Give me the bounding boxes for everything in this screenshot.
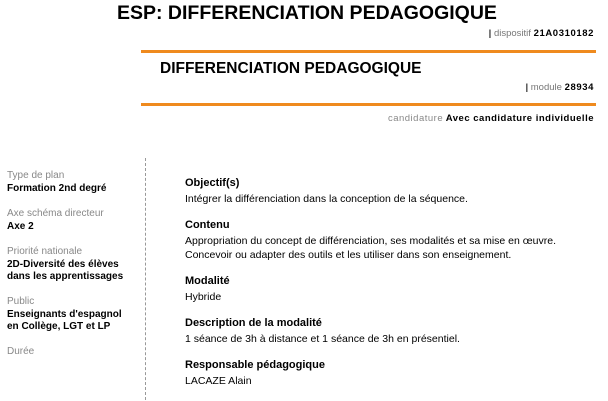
sidebar-item-type-de-plan <box>7 170 127 195</box>
candidature-line <box>388 113 594 124</box>
accent-divider <box>141 50 596 53</box>
sidebar-item-duree <box>7 346 127 358</box>
section-text: LACAZE Alain <box>185 375 252 387</box>
section-contenu <box>185 219 600 262</box>
sidebar <box>7 170 127 371</box>
accent-divider <box>141 103 596 106</box>
dispositif-code-label: dispositif <box>493 28 531 39</box>
module-code-line <box>525 82 594 93</box>
section-title: Description de la modalité <box>185 317 322 329</box>
section-title: Objectif(s) <box>185 177 240 189</box>
sidebar-item-value: Formation 2nd degré <box>7 183 107 194</box>
dispositif-code: 21A0310182 <box>533 28 594 39</box>
section-text: Intégrer la différenciation dans la conception de la séquence. <box>185 193 468 205</box>
section-title: Contenu <box>185 219 230 231</box>
section-description-modalite <box>185 317 600 346</box>
sidebar-item-label: Type de plan <box>7 170 65 181</box>
main-content <box>185 177 600 401</box>
section-modalite <box>185 275 600 304</box>
section-text: Hybride <box>185 291 222 303</box>
sidebar-item-axe <box>7 208 127 233</box>
dispositif-title: ESP: DIFFERENCIATION PEDAGOGIQUE <box>117 2 497 24</box>
column-divider <box>145 158 146 400</box>
section-objectifs <box>185 177 600 206</box>
candidature-label: candidature <box>387 113 444 124</box>
sidebar-item-label: Axe schéma directeur <box>7 208 104 219</box>
section-title: Modalité <box>185 275 230 287</box>
separator-bar: | <box>488 28 492 39</box>
sidebar-item-label: Public <box>7 296 35 307</box>
sidebar-item-priorite <box>7 246 127 283</box>
sidebar-item-value: Axe 2 <box>7 221 34 232</box>
section-text: 1 séance de 3h à distance et 1 séance de 3h en présentiel. <box>185 333 460 345</box>
sidebar-item-public <box>7 296 127 333</box>
separator-bar: | <box>525 82 529 93</box>
sidebar-item-label: Priorité nationale <box>7 246 83 257</box>
sidebar-item-label: Durée <box>7 346 35 357</box>
dispositif-code-line <box>489 28 594 39</box>
sidebar-item-value: 2D-Diversité des élèves dans les apprentissages <box>7 259 124 282</box>
sidebar-item-value: Enseignants d'espagnol en Collège, LGT et LP <box>7 309 122 332</box>
module-code: 28934 <box>564 82 594 93</box>
candidature-value: Avec candidature individuelle <box>445 113 594 124</box>
section-text: Appropriation du concept de différenciation, ses modalités et sa mise en œuvre. Concevoir ou adapter des outils et les utiliser dans son enseignement. <box>185 235 557 261</box>
module-title: DIFFERENCIATION PEDAGOGIQUE <box>160 60 422 77</box>
section-title: Responsable pédagogique <box>185 359 325 371</box>
module-code-label: module <box>530 82 562 93</box>
section-responsable <box>185 359 600 388</box>
